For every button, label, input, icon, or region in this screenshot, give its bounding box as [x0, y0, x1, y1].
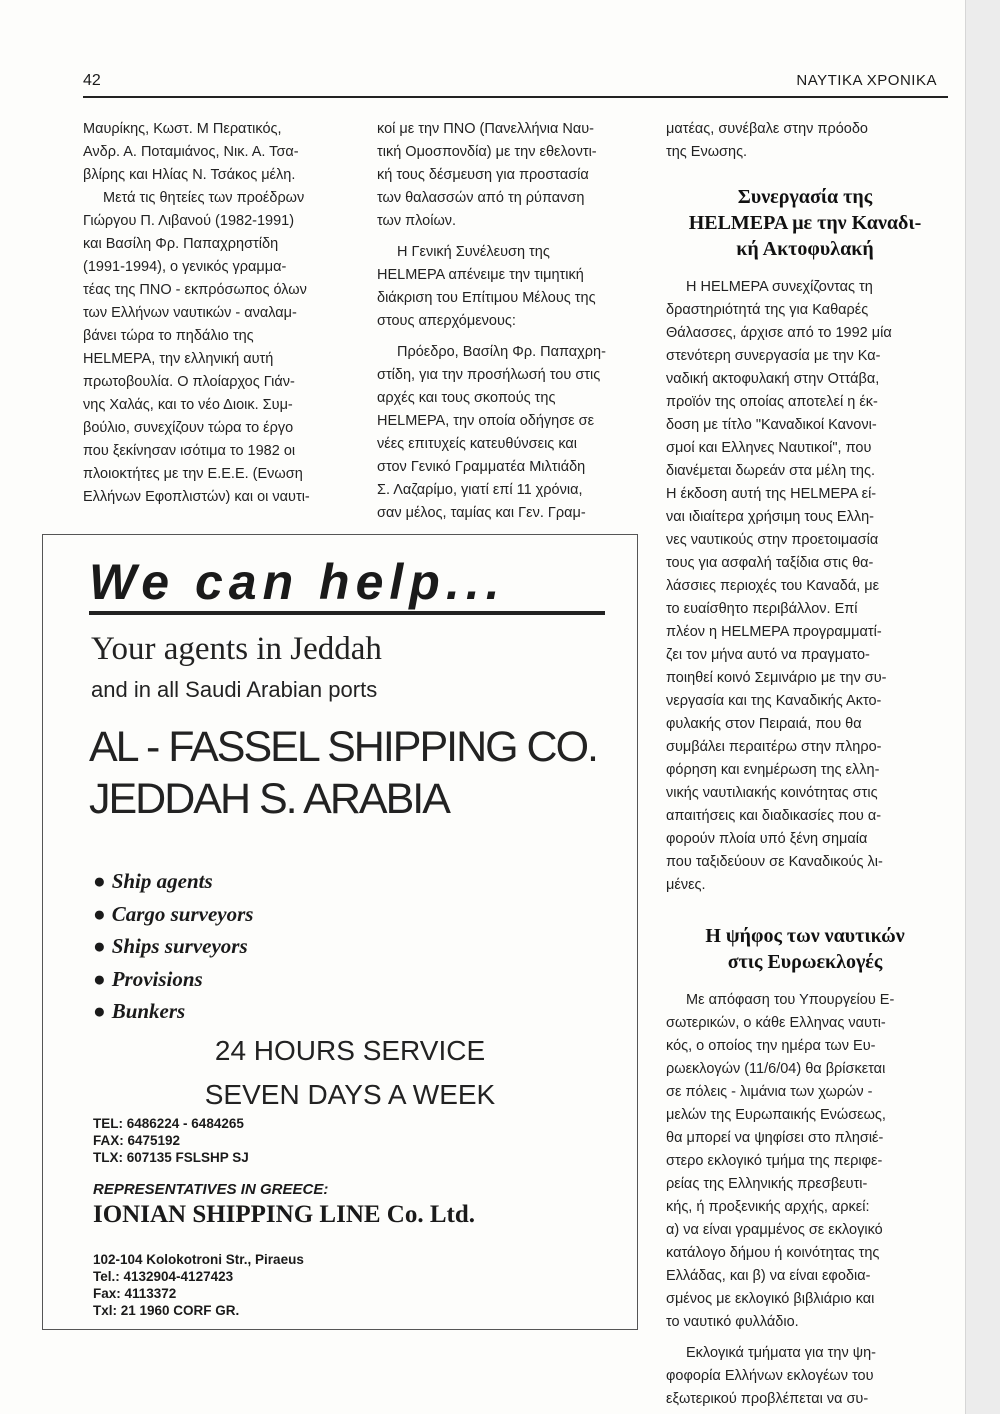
text-line: Εκλογικά τμήματα για την ψη- [686, 1345, 876, 1361]
col2-paragraph-1 [377, 118, 643, 233]
bullet-icon: ● [93, 869, 106, 893]
section-heading-line: Συνεργασία της [737, 186, 873, 208]
text-line: λάσσιες περιοχές του Καναδά, με [666, 578, 880, 594]
text-line: μελών της Ευρωπαικής Ενώσεως, [666, 1107, 886, 1123]
text-line: Με απόφαση του Υπουργείου Ε- [686, 992, 895, 1008]
text-line: το ναυτικό φυλλάδιο. [666, 1314, 799, 1330]
ad-address-telex: Txl: 21 1960 CORF GR. [93, 1303, 240, 1318]
col1-paragraph-1 [83, 118, 353, 187]
col1-paragraph-2 [83, 187, 353, 509]
section-gap [666, 975, 944, 989]
text-line: φόρηση και ενημέρωση της ελλη- [666, 762, 880, 778]
text-line: της Ενωσης. [666, 144, 748, 160]
ad-telex: TLX: 607135 FSLSHP SJ [93, 1150, 249, 1165]
text-line: κατάλογο δήμου ή κοινότητας της [666, 1245, 880, 1261]
text-line: εξωτερικού προβλέπεται να συ- [666, 1391, 869, 1407]
paragraph-gap [377, 233, 643, 241]
text-line: κής, ή προξενικής αρχής, αρκεί: [666, 1199, 870, 1215]
bullet-icon: ● [93, 966, 106, 991]
ad-agents-line: Your agents in Jeddah [91, 631, 382, 667]
text-line: συμβάλει περαιτέρω στην πληρο- [666, 739, 882, 755]
col3-paragraph-1 [666, 118, 944, 164]
text-line: Γιώργου Π. Λιβανού (1982-1991) [83, 213, 295, 229]
section-heading-canadian-coastguard [666, 184, 944, 262]
section-heading-line: HELMEPA με την Καναδι- [688, 212, 922, 234]
col2-paragraph-2 [377, 241, 643, 333]
section-heading-line: κή Ακτοφυλακή [736, 238, 874, 260]
section-gap [666, 262, 944, 276]
text-line: αρχές και τους σκοπούς της [377, 390, 556, 406]
col3-paragraph-4 [666, 1342, 944, 1411]
ad-hours [43, 1029, 637, 1117]
section-gap [666, 897, 944, 923]
bullet-icon: ● [93, 934, 106, 958]
text-line: HELMEPA, την ελληνική αυτή [83, 351, 274, 367]
section-heading-line: στις Ευρωεκλογές [727, 951, 883, 973]
text-line: Ελλήνων Εφοπλιστών) και οι ναυτι- [83, 489, 310, 505]
section-heading-line: Η ψήφος των ναυτικών [705, 925, 905, 947]
ad-service-item [93, 963, 253, 996]
text-line: ματέας, συνέβαλε στην πρόοδο [666, 121, 868, 137]
col3-paragraph-2 [666, 276, 944, 897]
bullet-icon: ● [93, 901, 106, 926]
col3-paragraph-3 [666, 989, 944, 1334]
text-line: Μαυρίκης, Κωστ. Μ Περατικός, [83, 121, 282, 137]
text-line: σε πόλεις - λιμάνια των χωρών - [666, 1084, 873, 1100]
text-line: δραστηριότητά της για Καθαρές [666, 302, 869, 318]
text-line: ναδική ακτοφυλακή στην Οττάβα, [666, 371, 880, 387]
ad-service-label: Bunkers [111, 999, 186, 1023]
text-line: που ξεκίνησαν ισότιμα το 1982 οι [83, 443, 296, 459]
text-line: Πρόεδρο, Βασίλη Φρ. Παπαχρη- [397, 344, 606, 360]
ad-service-item [93, 865, 253, 898]
text-line: που ταξιδεύουν σε Καναδικούς λι- [666, 854, 883, 870]
ad-slogan-rule [89, 611, 605, 615]
text-line: τέας της ΠΝΟ - εκπρόσωπος όλων [83, 282, 307, 298]
ad-address-street: 102-104 Kolokotroni Str., Piraeus [93, 1252, 304, 1267]
text-line: Σ. Λαζαρίμο, γιατί επί 11 χρόνια, [377, 482, 583, 498]
ad-ports-line: and in all Saudi Arabian ports [91, 677, 378, 702]
text-line: Η HELMEPA συνεχίζοντας τη [686, 279, 873, 295]
section-heading-euro-elections [666, 923, 944, 975]
text-line: φοφορία Ελλήνων εκλογέων του [666, 1368, 874, 1384]
text-line: πρωτοβουλία. Ο πλοίαρχος Γιάν- [83, 374, 295, 390]
ad-service-item [93, 898, 253, 931]
text-line: Η έκδοση αυτή της HELMEPA εί- [666, 486, 877, 502]
publication-title: ΝΑΥΤΙΚΑ ΧΡΟΝΙΚΑ [796, 72, 937, 89]
text-line: βάνει τώρα το πηδάλιο της [83, 328, 254, 344]
page-number: 42 [83, 72, 101, 89]
ad-contact-block [93, 1115, 249, 1166]
text-line: θα μπορεί να ψηφίσει στο πλησιέ- [666, 1130, 884, 1146]
article-column-3 [666, 118, 944, 1411]
ad-hours-line-1: 24 HOURS SERVICE [214, 1035, 486, 1066]
text-line: HELMEPA απένειμε την τιμητική [377, 267, 584, 283]
text-line: νεργασία και της Καναδικής Ακτο- [666, 693, 882, 709]
text-line: HELMEPA, την οποία οδήγησε σε [377, 413, 595, 429]
text-line: νης Χαλάς, και το νέο Διοικ. Συμ- [83, 397, 293, 413]
text-line: διάκριση του Επίτιμου Μέλους της [377, 290, 596, 306]
text-line: στους απερχόμενους: [377, 313, 516, 329]
text-line: ρωεκλογών (11/6/04) θα βρίσκεται [666, 1061, 886, 1077]
text-line: σωτερικών, ο κάθε Ελληνας ναυτι- [666, 1015, 886, 1031]
header-rule [83, 96, 948, 98]
text-line: κή τους δέσμευση για προστασία [377, 167, 589, 183]
ad-service-label: Ship agents [111, 869, 213, 893]
text-line: στον Γενικό Γραμματέα Μιλτιάδη [377, 459, 586, 475]
ad-service-label: Ships surveyors [111, 934, 248, 958]
ad-slogan: We can help... [89, 554, 506, 610]
text-line: πλέον η HELMEPA προγραμματί- [666, 624, 882, 640]
ad-representatives-name: IONIAN SHIPPING LINE Co. Ltd. [93, 1201, 476, 1228]
text-line: φορούν πλοία υπό ξένη σημαία [666, 831, 868, 847]
ad-service-label: Cargo surveyors [111, 901, 254, 926]
ad-address-fax: Fax: 4113372 [93, 1286, 177, 1301]
ad-service-label: Provisions [111, 966, 203, 991]
ad-hours-line-2: SEVEN DAYS A WEEK [204, 1079, 496, 1110]
text-line: απαιτήσεις και διαδικασίες που α- [666, 808, 882, 824]
text-line: Η Γενική Συνέλευση της [397, 244, 550, 260]
text-line: προϊόν της οποίας αποτελεί η έκ- [666, 394, 878, 410]
text-line: ρείας της Ελληνικής πρεσβευτι- [666, 1176, 868, 1192]
col2-paragraph-3 [377, 341, 643, 525]
ad-services-list [93, 865, 253, 1028]
text-line: τους για ασφαλή ταξίδια στις θα- [666, 555, 874, 571]
text-line: μένες. [666, 877, 706, 893]
text-line: δοση με τίτλο "Καναδικοί Κανονι- [666, 417, 877, 433]
ad-representatives-label: REPRESENTATIVES IN GREECE: [93, 1181, 329, 1198]
text-line: διανέμεται δωρεάν στα μέλη της. [666, 463, 875, 479]
text-line: βούλιο, συνεχίζουν τώρα το έργο [83, 420, 294, 436]
text-line: νες ναυτικούς στην προετοιμασία [666, 532, 879, 548]
ad-company-line-1: AL - FASSEL SHIPPING CO. [89, 723, 597, 771]
text-line: νέες επιτυχείς κατευθύνσεις και [377, 436, 578, 452]
ad-tel: TEL: 6486224 - 6484265 [93, 1116, 244, 1131]
paragraph-gap [377, 333, 643, 341]
text-line: νικής ναυτιλιακής κοινότητας στις [666, 785, 878, 801]
shipping-advertisement [42, 534, 638, 1330]
text-line: (1991-1994), ο γενικός γραμμα- [83, 259, 287, 275]
text-line: σμοί και Ελληνες Ναυτικοί", που [666, 440, 872, 456]
text-line: ναι ιδιαίτερα χρήσιμη τους Ελλη- [666, 509, 874, 525]
article-column-2 [377, 118, 643, 525]
ad-representatives-address [93, 1251, 304, 1319]
section-gap [666, 164, 944, 184]
text-line: Μετά τις θητείες των προέδρων [103, 190, 305, 206]
text-line: κός, ο οποίος την ημέρα των Ευ- [666, 1038, 876, 1054]
ad-address-tel: Tel.: 4132904-4127423 [93, 1269, 234, 1284]
text-line: τική Ομοσπονδία) με την εθελοντι- [377, 144, 597, 160]
text-line: των πλοίων. [377, 213, 457, 229]
scan-gutter [965, 0, 1000, 1414]
ad-fax: FAX: 6475192 [93, 1133, 181, 1148]
text-line: στερο εκλογικό τμήμα της περιφε- [666, 1153, 883, 1169]
text-line: Θάλασσες, άρχισε από το 1992 μία [666, 325, 892, 341]
article-column-1 [83, 118, 353, 509]
ad-company-name [89, 721, 597, 825]
ad-service-item [93, 930, 253, 963]
ad-company-line-2: JEDDAH S. ARABIA [89, 775, 449, 823]
text-line: σμένος με εκλογικό βιβλιάριο και [666, 1291, 875, 1307]
text-line: στενότερη συνεργασία με την Κα- [666, 348, 881, 364]
text-line: φυλακής στον Πειραιά, που θα [666, 716, 862, 732]
text-line: κοί με την ΠΝΟ (Πανελλήνια Ναυ- [377, 121, 595, 137]
text-line: α) να είναι γραμμένος σε εκλογικό [666, 1222, 883, 1238]
text-line: βλίρης και Ηλίας Ν. Τσάκος μέλη. [83, 167, 296, 183]
bullet-icon: ● [93, 999, 106, 1023]
text-line: και Βασίλη Φρ. Παπαχρηστίδη [83, 236, 279, 252]
text-line: Ανδρ. Α. Ποταμιάνος, Νικ. Α. Τσα- [83, 144, 299, 160]
text-line: στίδη, για την προσήλωσή του στις [377, 367, 601, 383]
text-line: Ελλάδας, και β) να είναι εφοδια- [666, 1268, 871, 1284]
text-line: το ευαίσθητο περιβάλλον. Επί [666, 601, 858, 617]
text-line: πλοιοκτήτες με την Ε.Ε.Ε. (Ενωση [83, 466, 303, 482]
text-line: των Ελλήνων ναυτικών - αναλαμ- [83, 305, 297, 321]
text-line: ζει τον μήνα αυτό να πραγματο- [666, 647, 870, 663]
paragraph-gap [666, 1334, 944, 1342]
text-line: σαν μέλος, ταμίας και Γεν. Γραμ- [377, 505, 586, 521]
text-line: ποιηθεί κοινό Σεμινάριο με την συ- [666, 670, 887, 686]
text-line: των θαλασσών από τη ρύπανση [377, 190, 585, 206]
ad-service-item [93, 995, 253, 1028]
